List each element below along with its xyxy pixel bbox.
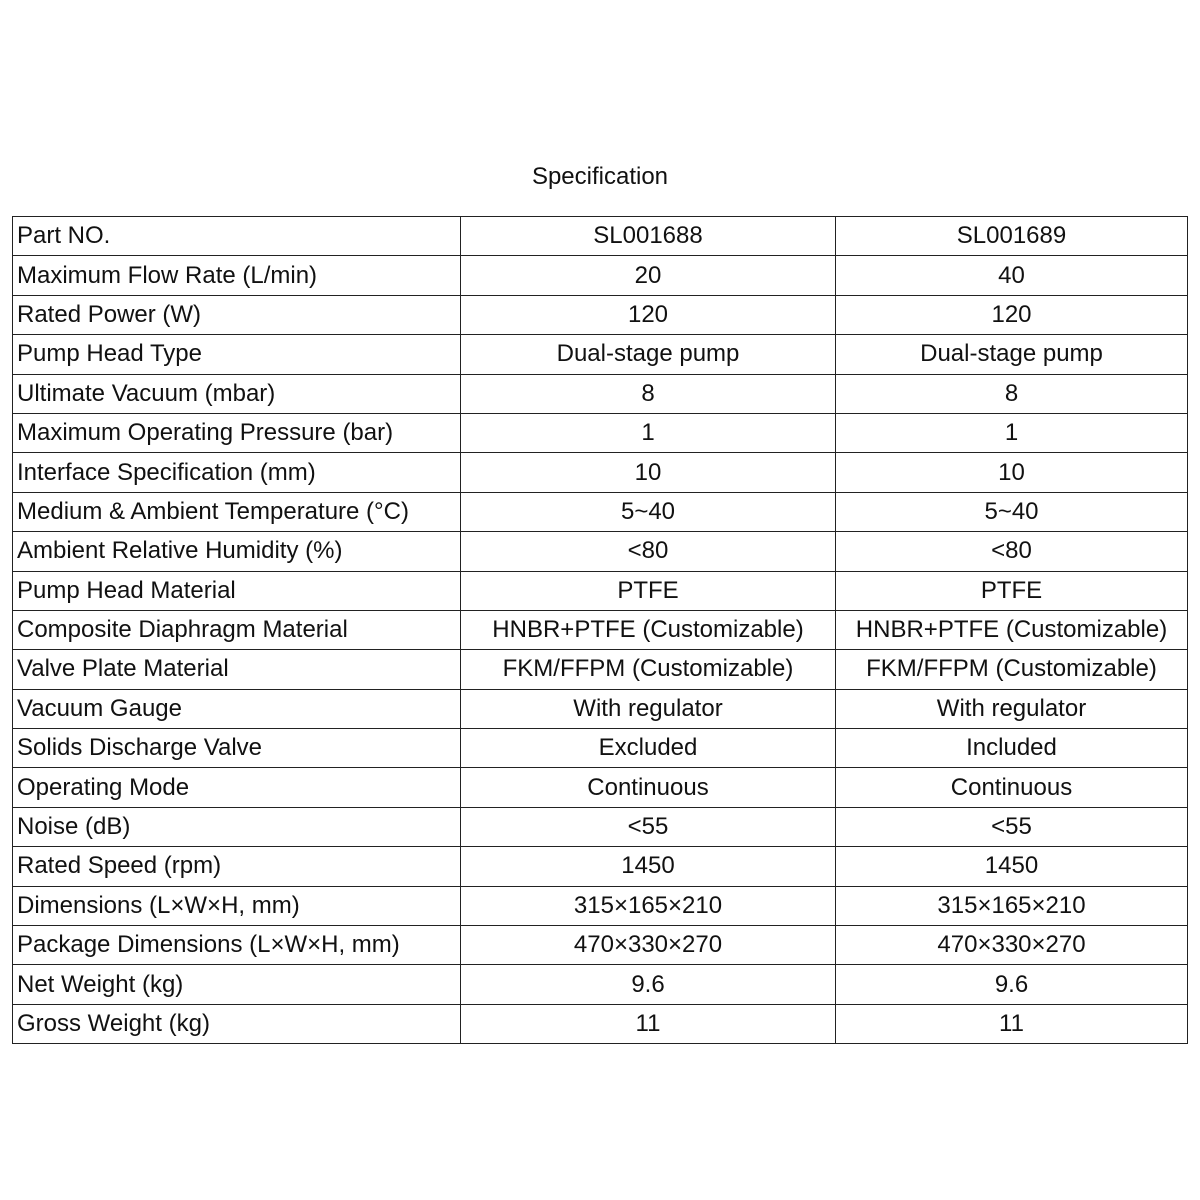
cell-value: 10 <box>461 453 836 492</box>
cell-value: 5~40 <box>836 492 1188 531</box>
cell-value: Excluded <box>461 729 836 768</box>
row-label: Net Weight (kg) <box>13 965 461 1004</box>
table-row <box>13 256 1188 295</box>
cell-value: HNBR+PTFE (Customizable) <box>461 610 836 649</box>
cell-value: 9.6 <box>461 965 836 1004</box>
cell-value: 470×330×270 <box>461 926 836 965</box>
row-label: Ultimate Vacuum (mbar) <box>13 374 461 413</box>
row-label: Pump Head Material <box>13 571 461 610</box>
table-row <box>13 965 1188 1004</box>
cell-value: HNBR+PTFE (Customizable) <box>836 610 1188 649</box>
table-row <box>13 610 1188 649</box>
cell-value: 8 <box>836 374 1188 413</box>
cell-value: 1 <box>461 413 836 452</box>
table-row <box>13 1004 1188 1043</box>
cell-value: 11 <box>836 1004 1188 1043</box>
specification-table <box>12 216 1188 1044</box>
row-label: Package Dimensions (L×W×H, mm) <box>13 926 461 965</box>
cell-value: 9.6 <box>836 965 1188 1004</box>
cell-value: <80 <box>836 532 1188 571</box>
cell-value: FKM/FFPM (Customizable) <box>836 650 1188 689</box>
cell-value: SL001688 <box>461 217 836 256</box>
cell-value: 5~40 <box>461 492 836 531</box>
row-label: Vacuum Gauge <box>13 689 461 728</box>
cell-value: With regulator <box>836 689 1188 728</box>
table-row <box>13 295 1188 334</box>
cell-value: <55 <box>836 807 1188 846</box>
cell-value: 10 <box>836 453 1188 492</box>
cell-value: Dual-stage pump <box>836 335 1188 374</box>
row-label: Composite Diaphragm Material <box>13 610 461 649</box>
table-row <box>13 492 1188 531</box>
table-row <box>13 453 1188 492</box>
cell-value: 470×330×270 <box>836 926 1188 965</box>
table-row <box>13 807 1188 846</box>
row-label: Part NO. <box>13 217 461 256</box>
row-label: Interface Specification (mm) <box>13 453 461 492</box>
cell-value: Continuous <box>836 768 1188 807</box>
cell-value: 11 <box>461 1004 836 1043</box>
cell-value: 1 <box>836 413 1188 452</box>
cell-value: FKM/FFPM (Customizable) <box>461 650 836 689</box>
row-label: Pump Head Type <box>13 335 461 374</box>
cell-value: Continuous <box>461 768 836 807</box>
cell-value: 1450 <box>461 847 836 886</box>
cell-value: <55 <box>461 807 836 846</box>
cell-value: 1450 <box>836 847 1188 886</box>
row-label: Dimensions (L×W×H, mm) <box>13 886 461 925</box>
cell-value: <80 <box>461 532 836 571</box>
cell-value: 120 <box>461 295 836 334</box>
row-label: Operating Mode <box>13 768 461 807</box>
table-row <box>13 532 1188 571</box>
row-label: Maximum Flow Rate (L/min) <box>13 256 461 295</box>
row-label: Rated Power (W) <box>13 295 461 334</box>
table-row <box>13 413 1188 452</box>
cell-value: PTFE <box>461 571 836 610</box>
cell-value: Dual-stage pump <box>461 335 836 374</box>
cell-value: 20 <box>461 256 836 295</box>
row-label: Medium & Ambient Temperature (°C) <box>13 492 461 531</box>
row-label: Maximum Operating Pressure (bar) <box>13 413 461 452</box>
table-row <box>13 650 1188 689</box>
table-row <box>13 571 1188 610</box>
cell-value: PTFE <box>836 571 1188 610</box>
page-title: Specification <box>531 163 669 190</box>
cell-value: Included <box>836 729 1188 768</box>
cell-value: SL001689 <box>836 217 1188 256</box>
row-label: Gross Weight (kg) <box>13 1004 461 1043</box>
cell-value: 315×165×210 <box>836 886 1188 925</box>
row-label: Valve Plate Material <box>13 650 461 689</box>
table-row <box>13 926 1188 965</box>
table-row <box>13 847 1188 886</box>
row-label: Ambient Relative Humidity (%) <box>13 532 461 571</box>
row-label: Noise (dB) <box>13 807 461 846</box>
row-label: Rated Speed (rpm) <box>13 847 461 886</box>
table-row <box>13 886 1188 925</box>
row-label: Solids Discharge Valve <box>13 729 461 768</box>
cell-value: 315×165×210 <box>461 886 836 925</box>
cell-value: With regulator <box>461 689 836 728</box>
cell-value: 40 <box>836 256 1188 295</box>
table-row <box>13 729 1188 768</box>
table-row <box>13 217 1188 256</box>
table-row <box>13 374 1188 413</box>
table-row <box>13 335 1188 374</box>
table-row <box>13 689 1188 728</box>
table-row <box>13 768 1188 807</box>
cell-value: 8 <box>461 374 836 413</box>
cell-value: 120 <box>836 295 1188 334</box>
